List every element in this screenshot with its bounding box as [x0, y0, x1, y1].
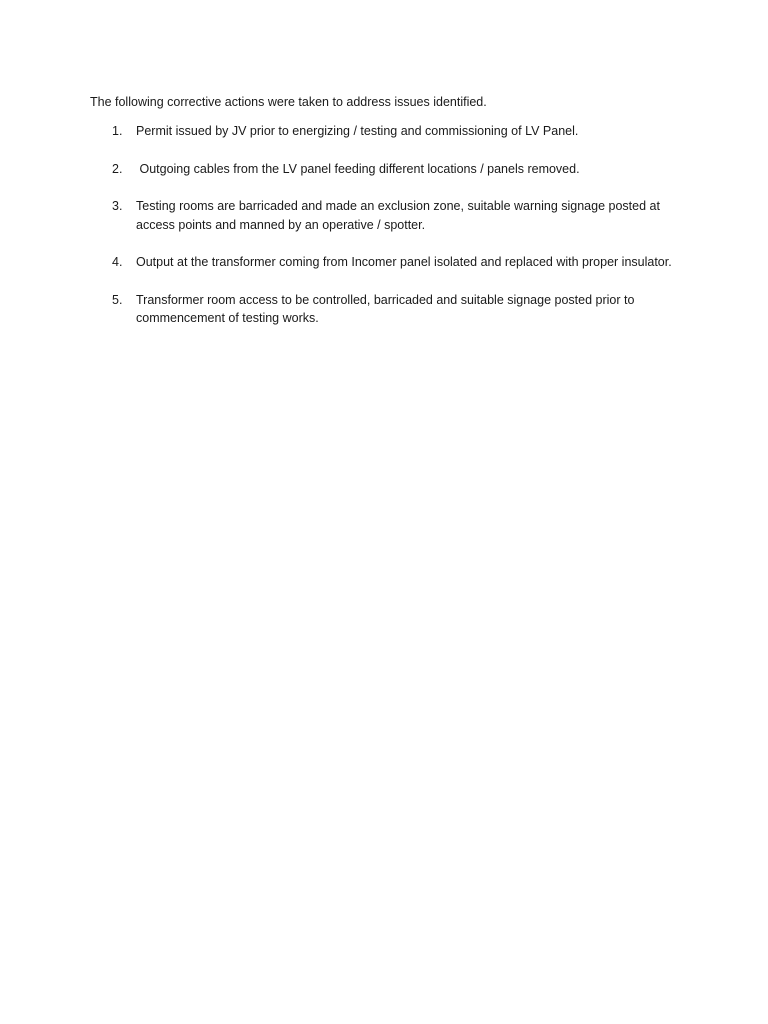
list-item-text: Testing rooms are barricaded and made an exclusion zone, suitable warning signage posted at access points and manned by an operative / spotter.: [136, 199, 660, 232]
list-item-text: Transformer room access to be controlled, barricaded and suitable signage posted prior to commencement of testing works.: [136, 292, 635, 325]
list-item-text: Output at the transformer coming from Incomer panel isolated and replaced with proper insulator.: [136, 255, 672, 269]
list-item-number: 4.: [112, 255, 123, 269]
list-item-number: 3.: [112, 199, 123, 213]
list-item: [90, 291, 680, 328]
list-item: [90, 253, 680, 272]
list-item: [90, 197, 680, 234]
intro-paragraph: The following corrective actions were taken to address issues identified.: [90, 95, 487, 109]
list-item-text: Outgoing cables from the LV panel feeding different locations / panels removed.: [136, 161, 580, 176]
list-item-number: 1.: [112, 124, 123, 138]
list-item: [90, 160, 680, 179]
list-item-number: 5.: [112, 292, 123, 307]
corrective-actions-list: [90, 122, 680, 347]
list-item: [90, 122, 680, 141]
list-item-text: Permit issued by JV prior to energizing / testing and commissioning of LV Panel.: [136, 124, 579, 138]
list-item-number: 2.: [112, 161, 123, 176]
